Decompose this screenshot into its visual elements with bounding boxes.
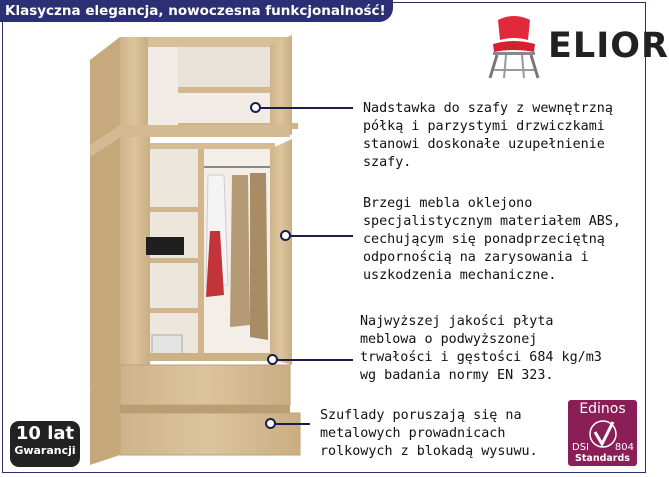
chair-logo-icon <box>484 14 544 82</box>
feature-2-line-2: specjalistycznym materiałem ABS, <box>363 214 621 229</box>
callout-line-2 <box>291 235 353 237</box>
wardrobe-image <box>80 25 310 465</box>
callout-line-1 <box>261 107 353 109</box>
feature-2-line-5: uszkodzenia mechaniczne. <box>363 268 557 283</box>
certificate-number: 804 <box>614 442 634 453</box>
callout-marker-2 <box>280 230 291 241</box>
warranty-label: Gwarancji <box>14 444 76 457</box>
warranty-years: 10 lat <box>15 423 75 444</box>
feature-4-line-1: Szuflady poruszają się na <box>320 408 522 423</box>
feature-3-line-2: meblowa o podwyższonej <box>360 332 538 347</box>
feature-3-line-3: trwałości i gęstości 684 kg/m3 <box>360 350 602 365</box>
feature-1-line-2: półką i parzystymi drzwiczkami <box>363 119 605 134</box>
edinos-certificate-badge <box>568 400 637 466</box>
feature-1-line-3: stanowi doskonałe uzupełnienie <box>363 137 605 152</box>
feature-3-line-1: Najwyższej jakości płyta <box>360 314 554 329</box>
callout-marker-4 <box>265 418 276 429</box>
certificate-dsi: DSI <box>572 442 589 453</box>
checkmark-icon <box>588 418 618 450</box>
feature-1-line-1: Nadstawka do szafy z wewnętrzną <box>363 101 613 116</box>
feature-description-3 <box>360 313 602 385</box>
callout-marker-3 <box>267 354 278 365</box>
certificate-title: Edinos <box>579 401 626 417</box>
feature-2-line-4: odpornością na zarysowania i <box>363 250 589 265</box>
feature-3-line-4: wg badania normy EN 323. <box>360 368 554 383</box>
brand-name: ELIOR <box>548 26 669 66</box>
callout-line-3 <box>278 359 353 361</box>
feature-2-line-3: cechującym się ponadprzeciętną <box>363 232 605 247</box>
callout-marker-1 <box>250 102 261 113</box>
feature-description-2 <box>363 195 621 285</box>
callout-line-4 <box>276 423 310 425</box>
certificate-standards: Standards <box>575 453 630 464</box>
feature-4-line-2: metalowych prowadnicach <box>320 426 506 441</box>
warranty-badge <box>10 421 80 467</box>
headline-banner: Klasyczna elegancja, nowoczesna funkcjonalność! <box>0 0 393 22</box>
feature-description-1 <box>363 100 613 172</box>
feature-description-4 <box>320 407 538 461</box>
feature-1-line-4: szafy. <box>363 155 412 170</box>
feature-4-line-3: rolkowych z blokadą wysuwu. <box>320 444 538 459</box>
feature-2-line-1: Brzegi mebla oklejono <box>363 196 533 211</box>
